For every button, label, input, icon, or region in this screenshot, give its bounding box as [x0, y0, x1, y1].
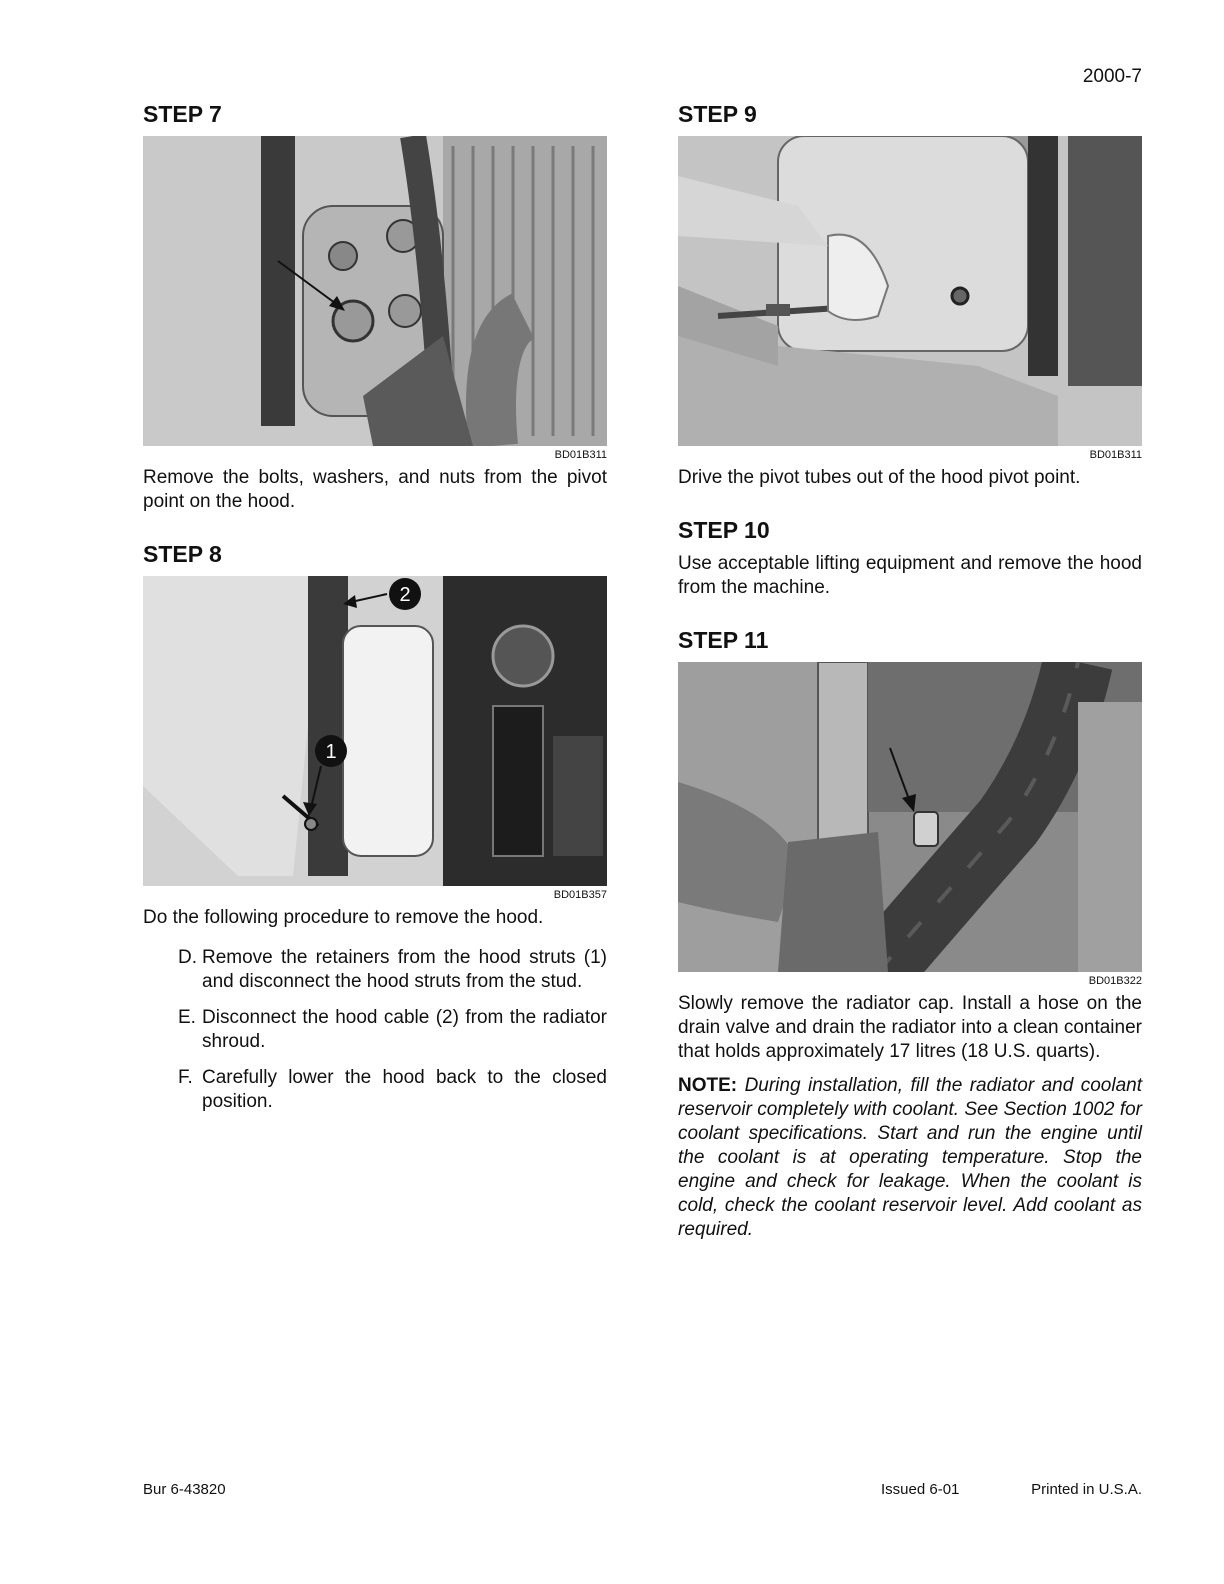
callout-2: 2 — [399, 584, 411, 606]
footer-issued: Issued 6-01 — [881, 1481, 960, 1498]
step-11-photo — [678, 662, 1142, 972]
pivot-tube-photo-illustration — [678, 136, 1142, 446]
step-8-intro: Do the following procedure to remove the hood. — [143, 907, 544, 928]
pivot-bolt-photo-illustration — [143, 136, 607, 446]
step-8-photo — [143, 576, 607, 886]
step-7-figure-code: BD01B311 — [554, 449, 607, 461]
list-item: D. Remove the retainers from the hood struts (1) and disconnect the hood struts from the stud. — [178, 947, 607, 992]
drain-valve-photo-illustration — [678, 662, 1142, 972]
note-text: During installation, fill the radiator and coolant reservoir completely with coolant. See Section 1002 for coolant specifications. Start and run the engine until the coolant is at operating temperature. Stop the engine and check for leakage. When the coolant is cold, check the coolant reservoir level. Add coolant as required. — [678, 1075, 1142, 1240]
step-11-note — [678, 1074, 1142, 1242]
step-7-text: Remove the bolts, washers, and nuts from the pivot point on the hood. — [143, 467, 607, 512]
step-8-heading: STEP 8 — [143, 541, 222, 567]
page-number: 2000-7 — [1082, 66, 1142, 87]
step-11-heading: STEP 11 — [678, 627, 769, 653]
callout-1: 1 — [325, 741, 337, 763]
hood-strut-photo-illustration — [143, 576, 607, 886]
step-10-text: Use acceptable lifting equipment and remove the hood from the machine. — [678, 553, 1142, 598]
right-column — [678, 100, 1142, 1242]
step-7-photo — [143, 136, 607, 446]
left-column — [143, 100, 607, 1126]
footer-printed: Printed in U.S.A. — [1031, 1481, 1142, 1498]
step-8-procedure-list — [143, 946, 607, 1114]
step-11-figure-code: BD01B322 — [1088, 975, 1142, 987]
step-9-heading: STEP 9 — [678, 101, 757, 127]
note-label: NOTE: — [678, 1075, 738, 1096]
step-9-text: Drive the pivot tubes out of the hood pivot point. — [678, 467, 1081, 488]
step-8-figure-code: BD01B357 — [553, 889, 607, 901]
footer-doc-number: Bur 6-43820 — [143, 1481, 226, 1498]
step-11-text: Slowly remove the radiator cap. Install a hose on the drain valve and drain the radiator into a clean container that holds approximately 17 litres (18 U.S. quarts). — [678, 993, 1142, 1062]
step-9-figure-code: BD01B311 — [1089, 449, 1142, 461]
step-7-heading: STEP 7 — [143, 101, 222, 127]
step-10-heading: STEP 10 — [678, 517, 770, 543]
list-item: F. Carefully lower the hood back to the closed position. — [178, 1067, 607, 1112]
list-item: E. Disconnect the hood cable (2) from the radiator shroud. — [178, 1007, 607, 1052]
step-9-photo — [678, 136, 1142, 446]
